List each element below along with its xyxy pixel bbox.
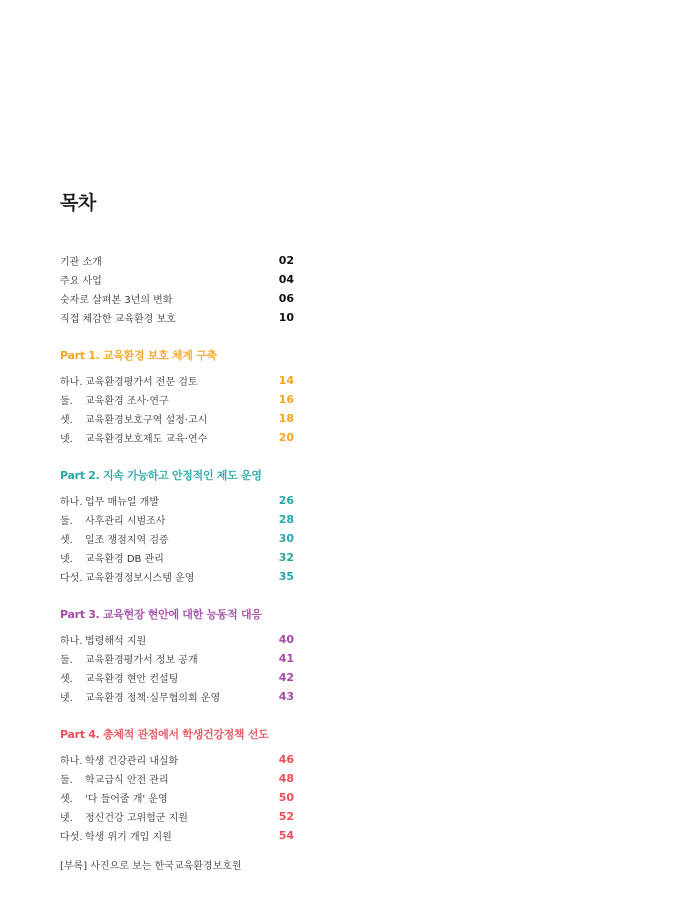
- entry-label: 교육환경 DB 관리: [85, 554, 164, 565]
- entry-label: 교육환경 조사·연구: [85, 396, 169, 407]
- entry-label: 학생 위기 개입 지원: [85, 832, 172, 843]
- entry-label: 학생 건강관리 내실화: [85, 756, 179, 767]
- entry-page: 50: [278, 791, 294, 804]
- entry-page: 28: [278, 513, 294, 526]
- entry-label: 교육환경정보시스템 운영: [85, 573, 195, 584]
- part-2-heading[interactable]: Part 2. 지속 가능하고 안정적인 제도 운영: [60, 469, 262, 482]
- entry-page: 35: [278, 570, 294, 583]
- toc-entry[interactable]: [60, 510, 294, 529]
- entry-page: 16: [278, 393, 294, 406]
- entry-page: 04: [278, 273, 294, 286]
- entry-page: 40: [278, 633, 294, 646]
- toc-entry[interactable]: [60, 270, 294, 289]
- entry-label: 사후관리 시범조사: [85, 516, 166, 527]
- entry-prefix: 넷.: [60, 693, 73, 704]
- part-2-section: [60, 467, 294, 586]
- toc-entry[interactable]: [60, 409, 294, 428]
- intro-section: [60, 251, 294, 327]
- entry-label: 업무 매뉴얼 개발: [85, 497, 159, 508]
- toc-entry[interactable]: [60, 491, 294, 510]
- part-3-heading[interactable]: Part 3. 교육현장 현안에 대한 능동적 대응: [60, 608, 262, 621]
- entry-prefix: 하나.: [60, 377, 83, 388]
- part-3-section: [60, 606, 294, 706]
- entry-page: 20: [278, 431, 294, 444]
- entry-prefix: 셋.: [60, 794, 73, 805]
- entry-prefix: 다섯.: [60, 832, 83, 843]
- toc-entry[interactable]: [60, 251, 294, 270]
- entry-prefix: 다섯.: [60, 573, 83, 584]
- entry-prefix: 둘.: [60, 396, 73, 407]
- entry-prefix: 둘.: [60, 655, 73, 666]
- toc-entry[interactable]: [60, 687, 294, 706]
- toc-entry[interactable]: [60, 807, 294, 826]
- entry-page: 18: [278, 412, 294, 425]
- entry-prefix: 둘.: [60, 775, 73, 786]
- toc-entry[interactable]: [60, 668, 294, 687]
- entry-label: 학교급식 안전 관리: [85, 775, 169, 786]
- toc-entry[interactable]: [60, 289, 294, 308]
- toc-entry[interactable]: [60, 788, 294, 807]
- entry-label: 교육환경보호구역 설정·고시: [85, 415, 208, 426]
- entry-page: 52: [278, 810, 294, 823]
- appendix-entry[interactable]: [부록] 사진으로 보는 한국교육환경보호원: [60, 861, 242, 872]
- entry-prefix: 셋.: [60, 535, 73, 546]
- entry-prefix: 하나.: [60, 636, 83, 647]
- entry-page: 46: [278, 753, 294, 766]
- toc-entry[interactable]: [60, 769, 294, 788]
- entry-label: 일조 쟁점지역 검증: [85, 535, 169, 546]
- entry-label: 교육환경 현안 컨설팅: [85, 674, 179, 685]
- entry-label: 숫자로 살펴본 3년의 변화: [60, 295, 173, 306]
- entry-prefix: 셋.: [60, 674, 73, 685]
- entry-label: 정신건강 고위험군 지원: [85, 813, 188, 824]
- toc-entry[interactable]: [60, 826, 294, 845]
- entry-page: 02: [278, 254, 294, 267]
- part-4-heading[interactable]: Part 4. 총체적 관점에서 학생건강정책 선도: [60, 728, 269, 741]
- entry-prefix: 셋.: [60, 415, 73, 426]
- toc-entry[interactable]: [60, 371, 294, 390]
- toc-entry[interactable]: [60, 529, 294, 548]
- page-title: 목차: [60, 192, 96, 214]
- entry-page: 32: [278, 551, 294, 564]
- toc-entry[interactable]: [60, 390, 294, 409]
- toc-entry[interactable]: [60, 428, 294, 447]
- entry-page: 43: [278, 690, 294, 703]
- part-1-section: [60, 347, 294, 447]
- entry-label: '다 들어줄 개' 운영: [85, 794, 168, 805]
- entry-page: 26: [278, 494, 294, 507]
- toc-entry[interactable]: [60, 750, 294, 769]
- entry-label: 교육환경평가서 전문 검토: [85, 377, 198, 388]
- entry-prefix: 하나.: [60, 497, 83, 508]
- toc-entry[interactable]: [60, 548, 294, 567]
- toc-entry[interactable]: [60, 649, 294, 668]
- entry-page: 42: [278, 671, 294, 684]
- table-of-contents: [60, 188, 294, 872]
- entry-prefix: 둘.: [60, 516, 73, 527]
- part-4-section: [60, 726, 294, 845]
- entry-label: 직접 체감한 교육환경 보호: [60, 314, 176, 325]
- part-1-heading[interactable]: Part 1. 교육환경 보호 체계 구축: [60, 349, 217, 362]
- entry-label: 교육환경 정책·실무협의회 운영: [85, 693, 221, 704]
- entry-label: 법령해석 지원: [85, 636, 147, 647]
- entry-prefix: 넷.: [60, 434, 73, 445]
- toc-entry[interactable]: [60, 630, 294, 649]
- entry-page: 14: [278, 374, 294, 387]
- entry-label: 기관 소개: [60, 257, 102, 268]
- entry-label: 주요 사업: [60, 276, 102, 287]
- entry-page: 30: [278, 532, 294, 545]
- entry-label: 교육환경보호제도 교육·연수: [85, 434, 208, 445]
- entry-prefix: 넷.: [60, 554, 73, 565]
- entry-page: 10: [278, 311, 294, 324]
- entry-page: 54: [278, 829, 294, 842]
- entry-label: 교육환경평가서 정보 공개: [85, 655, 198, 666]
- toc-entry[interactable]: [60, 308, 294, 327]
- entry-prefix: 하나.: [60, 756, 83, 767]
- entry-prefix: 넷.: [60, 813, 73, 824]
- entry-page: 41: [278, 652, 294, 665]
- entry-page: 06: [278, 292, 294, 305]
- toc-entry[interactable]: [60, 567, 294, 586]
- entry-page: 48: [278, 772, 294, 785]
